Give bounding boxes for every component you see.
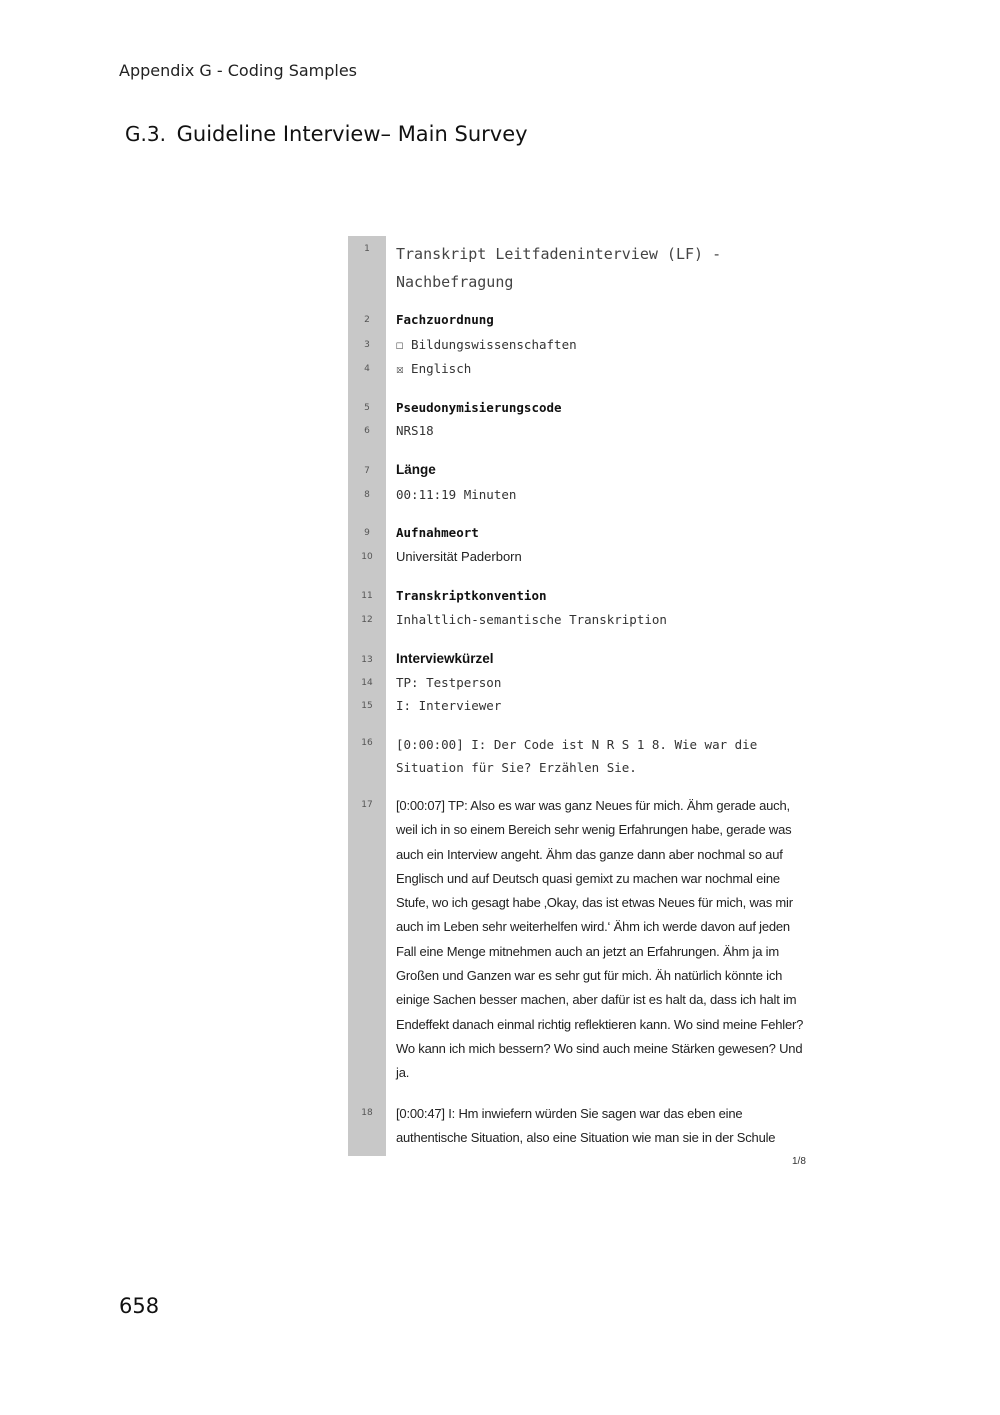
running-header: Appendix G - Coding Samples	[119, 61, 358, 80]
page-number: 658	[119, 1294, 160, 1318]
line-number: 14	[361, 678, 373, 688]
checkbox-unchecked-item: ☐ Bildungswissenschaften	[396, 337, 577, 352]
convention-value: Inhaltlich-semantische Transkription	[396, 612, 667, 627]
heading-fachzuordnung: Fachzuordnung	[396, 312, 494, 327]
line-number: 10	[361, 552, 373, 562]
section-title-text: Guideline Interview– Main Survey	[176, 122, 528, 146]
heading-interviewkuerzel: Interviewkürzel	[396, 651, 494, 666]
utterance-interviewer: [0:00:00] I: Der Code ist N R S 1 8. Wie war die Situation für Sie? Erzählen Sie.	[396, 737, 758, 775]
abbreviation-tp: TP: Testperson	[396, 675, 502, 690]
transcript-title: Transkript Leitfadeninterview (LF) - Nachbefragung	[396, 245, 722, 291]
checkbox-checked-item: ☒ Englisch	[396, 361, 472, 376]
heading-laenge: Länge	[396, 462, 436, 477]
line-number: 8	[364, 490, 370, 500]
line-number: 1	[364, 244, 370, 254]
heading-transkriptkonvention: Transkriptkonvention	[396, 588, 547, 603]
utterance-interviewer: [0:00:47] I: Hm inwiefern würden Sie sagen war das eben eine authentische Situation, also eine Situation wie man sie in der Schule	[396, 1106, 776, 1146]
transcript-page-indicator: 1/8	[792, 1156, 806, 1167]
location-value: Universität Paderborn	[396, 549, 522, 564]
line-number: 13	[361, 655, 373, 665]
line-number: 12	[361, 615, 373, 625]
line-number: 4	[364, 364, 370, 374]
line-number: 15	[361, 701, 373, 711]
section-title	[125, 122, 528, 146]
abbreviation-i: I: Interviewer	[396, 698, 502, 713]
line-number: 7	[364, 466, 370, 476]
heading-aufnahmeort: Aufnahmeort	[396, 525, 479, 540]
heading-pseudonym-code: Pseudonymisierungscode	[396, 400, 562, 415]
pseudonym-code-value: NRS18	[396, 423, 434, 438]
section-number: G.3.	[125, 122, 166, 146]
line-number: 16	[361, 738, 373, 748]
transcript-image	[348, 236, 818, 1156]
line-number: 17	[361, 800, 373, 810]
line-number: 3	[364, 340, 370, 350]
line-number: 6	[364, 426, 370, 436]
line-number: 9	[364, 528, 370, 538]
line-number: 2	[364, 315, 370, 325]
line-number-gutter	[348, 236, 386, 1156]
line-number: 5	[364, 403, 370, 413]
length-value: 00:11:19 Minuten	[396, 487, 517, 502]
line-number: 18	[361, 1108, 373, 1118]
utterance-testperson: [0:00:07] TP: Also es war was ganz Neues für mich. Ähm gerade auch, weil ich in so einem Bereich sehr wenig Erfahrungen habe, gerade was auch ein Interview angeht. Ähm das ganze dann aber nochmal so auf Englisch und auf Deutsch quasi gemixt zu machen war nochmal eine Stufe, wo ich gesagt habe ‚Okay, das ist etwas Neues für mich, was mir auch im Leben sehr weiterhelfen wird.‘ Ähm ich werde davon auf jeden Fall eine Menge mitnehmen auch an jetzt an Erfahrungen. Ähm ja im Großen und Ganzen war es sehr gut für mich. Äh natürlich könnte ich einige Sachen besser machen, aber dafür ist es halt da, dass ich halt im Endeffekt danach einmal richtig reflektieren kann. Wo sind meine Fehler? Wo kann ich mich bessern? Wo sind auch meine Stärken gewesen? Und ja.	[396, 798, 804, 1081]
line-number: 11	[361, 591, 373, 601]
